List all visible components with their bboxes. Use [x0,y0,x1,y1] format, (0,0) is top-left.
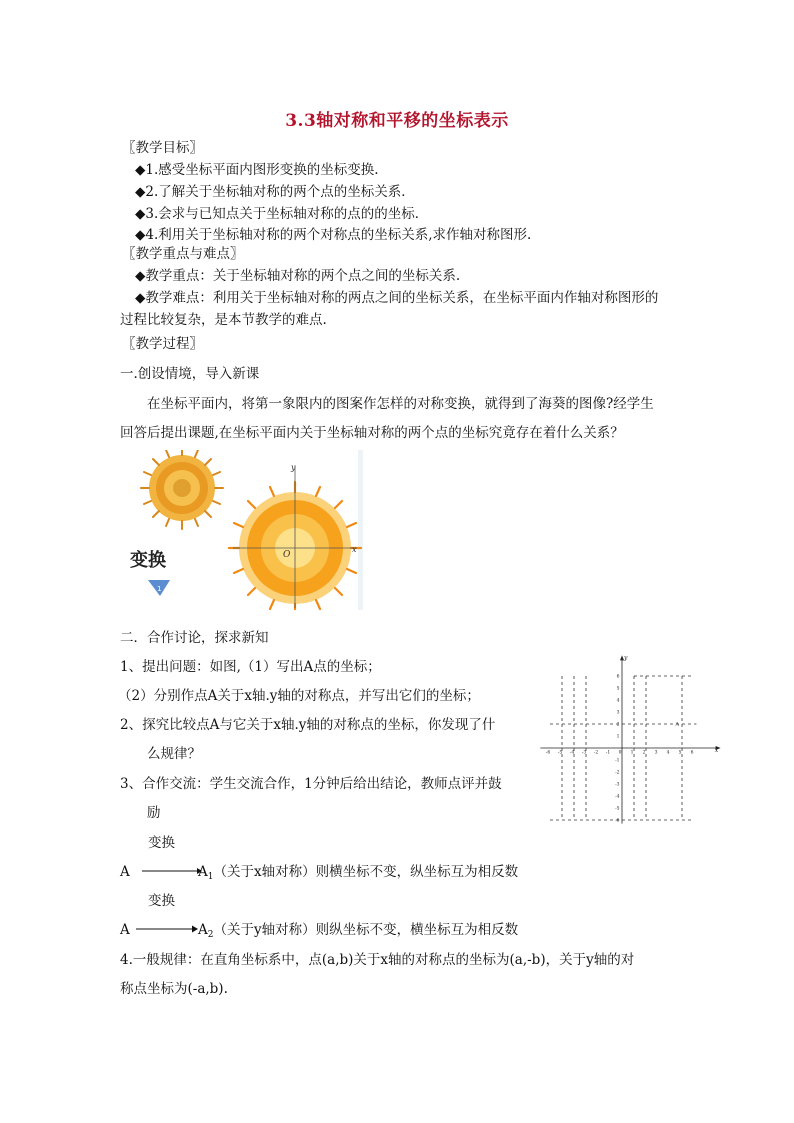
keypoints-heading: 〖教学重点与难点〗 [122,246,244,262]
axis-x-label: x [714,747,719,754]
figure-origin: O [283,550,291,560]
x-tick-label: -3 [581,750,587,756]
page-title: 3.3轴对称和平移的坐标表示 [285,111,509,131]
figure-axis-x: x [352,545,357,554]
x-tick-label: 1 [630,750,634,756]
coordinate-grid-chart [538,645,723,825]
rule-line-2: 称点坐标为(-a,b). [120,981,228,997]
y-tick-label: 1 [616,734,620,740]
y-tick-label: 5 [616,686,620,692]
goals-heading: 〖教学目标〗 [122,140,203,156]
goal-item-1: ◆1.感受坐标平面内图形变换的坐标变换. [135,162,379,178]
arrow-icon [136,924,198,934]
figure-axis-y: y [291,463,296,472]
goal-item-2: ◆2.了解关于坐标轴对称的两个点的坐标关系． [135,184,415,200]
axis-y-label: y [624,654,628,662]
y-tick-label: -2 [615,770,620,776]
sea-anemone-figure [120,450,365,610]
question-1: 1、提出问题：如图,（1）写出A点的坐标； [120,659,381,675]
question-2-line2: 么规律？ [147,746,201,762]
y-tick-label: -5 [615,806,620,812]
y-tick-label: -6 [615,818,620,824]
transform-label-1: 变换 [148,835,175,851]
difficulty-text-2: 过程比较复杂，是本节教学的难点. [120,312,327,328]
y-tick-label: 6 [616,674,620,680]
y-tick-label: -1 [615,758,620,764]
x-tick-label: -5 [557,750,563,756]
section2-title: 二．合作讨论，探求新知 [120,630,269,646]
intro-paragraph-1: 在坐标平面内，将第一象限内的图案作怎样的对称变换，就得到了海葵的图像?经学生 [147,396,654,412]
question-3-line2: 励 [147,805,161,821]
x-tick-label: 0 [618,750,622,756]
y-tick-label: -4 [615,794,620,800]
x-tick-label: -4 [569,750,575,756]
x-tick-label: -1 [605,750,611,756]
a2-statement: $A_2$（关于y轴对称）则纵坐标不变，横坐标互为相反数 [198,922,519,940]
x-tick-label: -6 [545,750,551,756]
a1-statement: $A_1$（关于x轴对称）则横坐标不变，纵坐标互为相反数 [198,864,519,882]
arrow-icon [142,866,202,876]
process-heading: 〖教学过程〗 [122,336,203,352]
y-tick-label: 3 [616,710,620,716]
intro-paragraph-2: 回答后提出课题,在坐标平面内关于坐标轴对称的两个点的坐标究竟存在着什么关系？ [120,425,624,441]
point-a-2: A [120,922,130,938]
svg-text:1: 1 [157,585,162,593]
rule-line-1: 4.一般规律：在直角坐标系中，点(a,b)关于x轴的对称点的坐标为(a,-b)，关于y轴的对 [120,952,635,968]
section1-title: 一.创设情境，导入新课 [120,366,260,382]
point-a-1: A [120,864,130,880]
x-tick-label: 5 [678,750,682,756]
x-tick-label: 6 [690,750,694,756]
question-1b: （2）分别作点A关于x轴.y轴的对称点，并写出它们的坐标； [118,688,480,704]
x-tick-label: 2 [642,750,646,756]
question-3-line1: 3、合作交流：学生交流合作，1分钟后给出结论，教师点评并鼓 [120,776,502,792]
x-tick-label: 3 [654,750,658,756]
x-tick-label: -2 [593,750,599,756]
point-a-label: A [675,721,679,728]
figure-banner-text: 变换 [130,550,166,571]
y-tick-label: 2 [616,722,620,728]
goal-item-4: ◆4.利用关于坐标轴对称的两个对称点的坐标关系,求作轴对称图形. [135,227,532,243]
goal-item-3: ◆3.会求与已知点关于坐标轴对称的点的的坐标． [135,206,429,222]
question-2-line1: 2、探究比较点A与它关于x轴.y轴的对称点的坐标，你发现了什 [120,717,496,733]
difficulty-text-1: ◆教学难点：利用关于坐标轴对称的两点之间的坐标关系，在坐标平面内作轴对称图形的 [135,290,659,306]
y-tick-label: 4 [616,698,620,704]
transform-label-2: 变换 [148,893,175,909]
y-tick-label: -3 [615,782,620,788]
x-tick-label: 4 [666,750,670,756]
focus-text: ◆教学重点：关于坐标轴对称的两个点之间的坐标关系. [135,268,461,284]
